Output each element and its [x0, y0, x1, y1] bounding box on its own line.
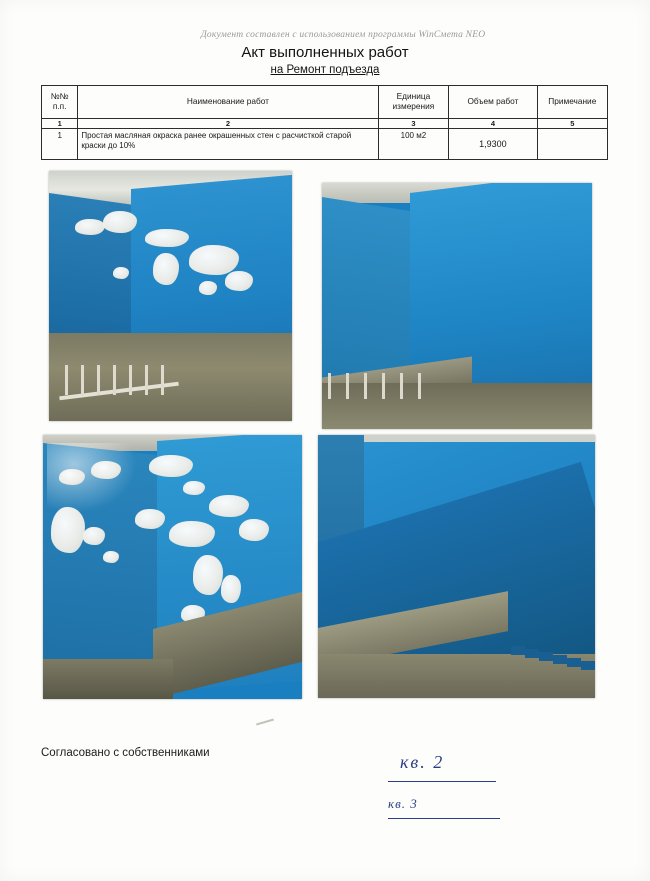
- photo-1-scene: [49, 171, 292, 421]
- paint-patch: [193, 555, 223, 595]
- floor: [43, 659, 173, 699]
- header-cell-note: Примечание: [537, 86, 607, 119]
- page-subtitle: на Ремонт подъезда: [270, 64, 380, 76]
- colnum-2: 2: [78, 119, 378, 129]
- scan-artifact: [256, 719, 274, 726]
- cell-unit: 100 м2: [378, 129, 449, 160]
- paint-patch: [225, 271, 253, 291]
- paint-patch: [169, 521, 215, 547]
- paint-patch: [221, 575, 241, 603]
- paint-patch: [75, 219, 105, 235]
- signature-line-2: [388, 818, 500, 819]
- cell-row-number: 1: [42, 129, 78, 160]
- header-number-line1: №№: [50, 91, 69, 102]
- railing-balusters: [65, 361, 175, 395]
- photo-wall-painted-top-right: [322, 183, 592, 429]
- paint-patch: [199, 281, 217, 295]
- paint-patch: [91, 461, 121, 479]
- signature-apartment-2: кв. 2: [400, 752, 445, 772]
- header-number-line2: п.п.: [52, 101, 67, 111]
- paint-patch: [183, 481, 205, 495]
- photo-gallery: [0, 163, 650, 708]
- paint-patch: [83, 527, 105, 545]
- colnum-3: 3: [378, 119, 449, 129]
- paint-patch: [145, 229, 189, 247]
- approved-label: Согласовано с собственниками: [41, 747, 210, 759]
- colnum-4: 4: [449, 119, 537, 129]
- header-cell-name: Наименование работ: [78, 86, 378, 119]
- photo-stairwell-painted-bottom-right: [318, 435, 595, 698]
- works-table: [41, 85, 608, 160]
- winsmeta-watermark: Документ составлен с использованием программы WinСмета NEO: [200, 30, 486, 40]
- paint-patch: [153, 253, 179, 285]
- paint-patch: [59, 469, 85, 485]
- colnum-1: 1: [42, 119, 78, 129]
- photo-2-scene: [322, 183, 592, 429]
- paint-patch: [209, 495, 249, 517]
- cell-work-name: Простая масляная окраска ранее окрашенных стен с расчисткой старой краски до 10%: [78, 129, 378, 160]
- signature-line-1: [388, 781, 496, 782]
- signature-apartment-3: кв. 3: [388, 796, 418, 811]
- page-title: Акт выполненных работ: [241, 44, 409, 61]
- paint-patch: [113, 267, 129, 279]
- paint-patch: [103, 551, 119, 563]
- paint-patch: [239, 519, 269, 541]
- paint-patch: [51, 507, 85, 553]
- floor: [322, 383, 592, 429]
- paint-patch: [189, 245, 239, 275]
- table-column-number-row: [42, 119, 608, 129]
- header-cell-unit: [378, 86, 449, 119]
- photo-3-scene: [43, 435, 302, 699]
- header-unit-line2: измерения: [392, 101, 435, 111]
- header-cell-number: [42, 86, 78, 119]
- paint-patch: [149, 455, 193, 477]
- paint-patch: [103, 211, 137, 233]
- paint-patch: [135, 509, 165, 529]
- stair-steps: [445, 648, 595, 670]
- table-row: [42, 129, 608, 160]
- header-unit-line1: Единица: [396, 91, 431, 102]
- table-header-row: [42, 86, 608, 119]
- photo-wall-patches-top-left: [49, 171, 292, 421]
- cell-note: [537, 129, 607, 160]
- photo-wall-patches-bottom-left: [43, 435, 302, 699]
- cell-volume: 1,9300: [449, 129, 537, 160]
- header-cell-volume: Объем работ: [449, 86, 537, 119]
- colnum-5: 5: [537, 119, 607, 129]
- photo-4-scene: [318, 435, 595, 698]
